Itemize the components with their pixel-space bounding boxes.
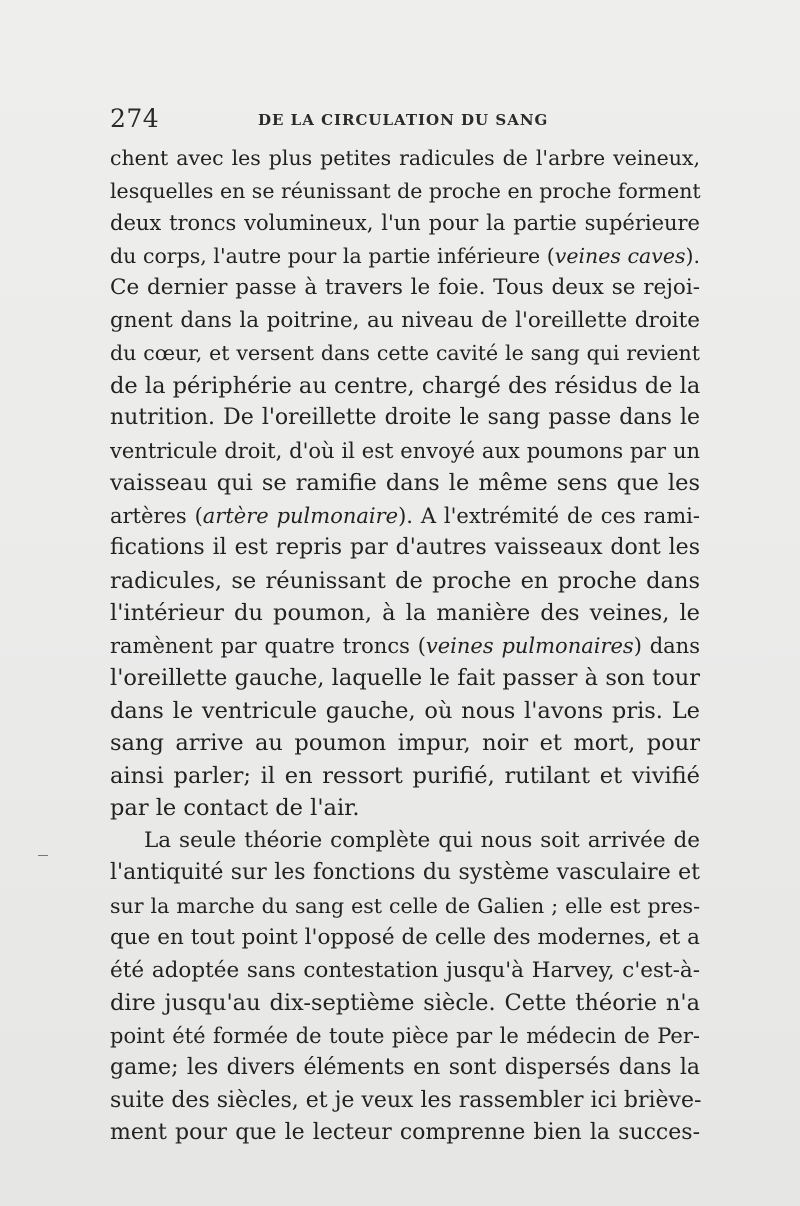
text-line: ment pour que le lecteur comprenne bien la succes- xyxy=(110,1120,700,1145)
italic-term: artère pulmonaire xyxy=(202,503,399,528)
text-line: sur la marche du sang est celle de Galien ; elle est pres- xyxy=(110,893,700,918)
italic-term: veines pulmonaires xyxy=(425,633,634,658)
text-line: suite des siècles, et je veux les rassembler ici briève- xyxy=(110,1087,702,1113)
text-line: été adoptée sans contestation jusqu'à Harvey, c'est-à- xyxy=(110,957,700,983)
text-line: ventricule droit, d'où il est envoyé aux poumons par un xyxy=(110,438,700,463)
text-line: sang arrive au poumon impur, noir et mort, pour xyxy=(110,730,700,756)
page-number: 274 xyxy=(110,104,160,133)
text-line: gnent dans la poitrine, au niveau de l'oreillette droite xyxy=(110,307,700,333)
text-line: ainsi parler; il en ressort purifié, rutilant et vivifié xyxy=(110,762,700,789)
text-line: lesquelles en se réunissant de proche en proche forment xyxy=(110,178,701,203)
text-line: l'intérieur du poumon, à la manière des veines, le xyxy=(110,600,700,626)
text-line: du corps, l'autre pour la partie inférieure (veines caves). xyxy=(110,243,700,268)
body-text xyxy=(110,142,700,1150)
page-header xyxy=(110,104,700,134)
text-line: dans le ventricule gauche, où nous l'avons pris. Le xyxy=(110,697,700,724)
text-line: par le contact de l'air. xyxy=(110,795,360,821)
text-line: que en tout point l'opposé de celle des modernes, et a xyxy=(110,925,700,950)
margin-mark xyxy=(38,855,48,856)
text-line: chent avec les plus petites radicules de l'arbre veineux, xyxy=(110,146,700,170)
text-line: nutrition. De l'oreillette droite le sang passe dans le xyxy=(110,405,700,430)
italic-term: veines caves xyxy=(554,243,686,268)
text-line: l'oreillette gauche, laquelle le fait passer à son tour xyxy=(110,665,700,691)
text-line: deux troncs volumineux, l'un pour la partie supérieure xyxy=(110,211,700,235)
text-line: La seule théorie complète qui nous soit arrivée de xyxy=(144,827,700,853)
text-line: du cœur, et versent dans cette cavité le sang qui revient xyxy=(110,341,700,365)
running-head: DE LA CIRCULATION DU SANG xyxy=(258,111,549,129)
text-line: vaisseau qui se ramifie dans le même sens que les xyxy=(110,470,700,496)
text-line: ramènent par quatre troncs (veines pulmonaires) dans xyxy=(110,633,700,658)
text-line: fications il est repris par d'autres vaisseaux dont les xyxy=(110,535,700,560)
text-line: Ce dernier passe à travers le foie. Tous deux se rejoi- xyxy=(110,275,700,300)
text-line: l'antiquité sur les fonctions du système vasculaire et xyxy=(110,860,700,885)
text-line: radicules, se réunissant de proche en proche dans xyxy=(110,567,700,594)
text-line: dire jusqu'au dix-septième siècle. Cette théorie n'a xyxy=(110,990,700,1016)
text-line: artères (artère pulmonaire). A l'extrémité de ces rami- xyxy=(110,503,700,528)
text-line: game; les divers éléments en sont dispersés dans la xyxy=(110,1055,700,1080)
text-line: de la périphérie au centre, chargé des résidus de la xyxy=(110,372,701,399)
text-line: point été formée de toute pièce par le médecin de Per- xyxy=(110,1023,700,1048)
